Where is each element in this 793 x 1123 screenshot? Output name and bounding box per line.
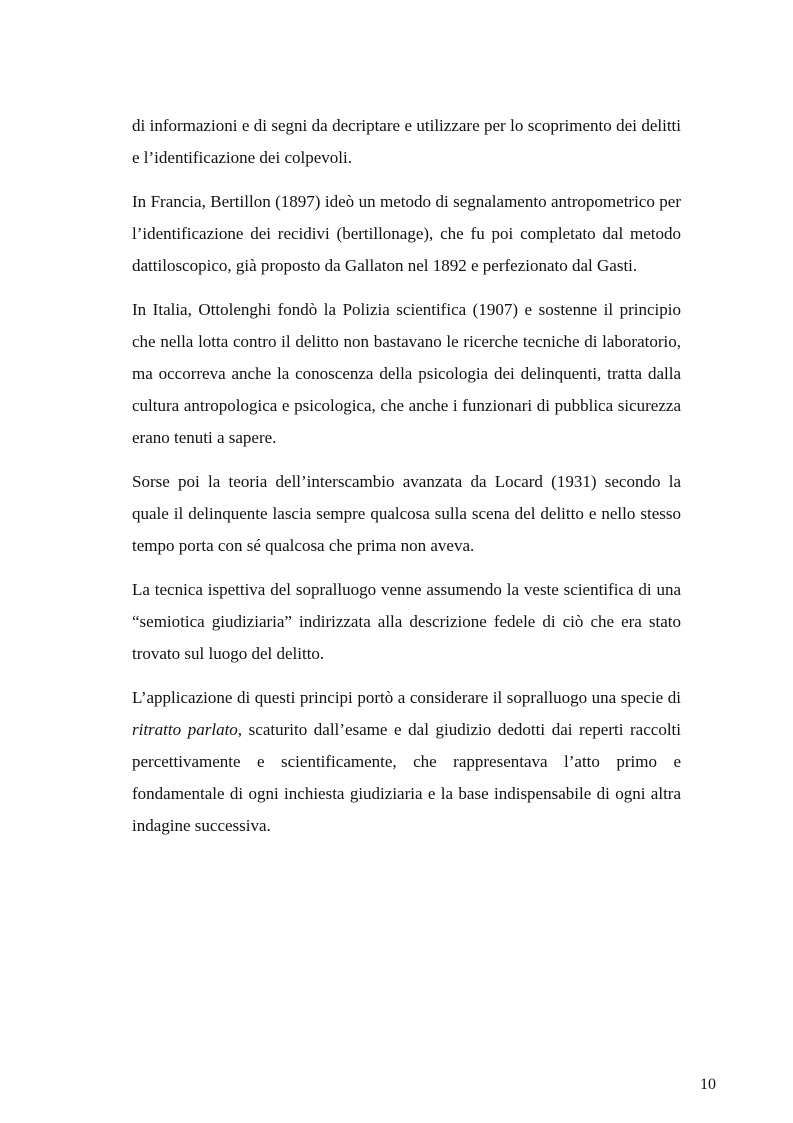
paragraph-2: In Francia, Bertillon (1897) ideò un metodo di segnalamento antropometrico per l’identificazione dei recidivi (bertillonage), che fu poi completato dal metodo dattiloscopico, già proposto da Gallaton nel 1892 e perfezionato dal Gasti. [132, 192, 681, 275]
paragraph-3: In Italia, Ottolenghi fondò la Polizia scientifica (1907) e sostenne il principio che nella lotta contro il delitto non bastavano le ricerche tecniche di laboratorio, ma occorreva anche la conoscenza della psicologia dei delinquenti, tratta dalla cultura antropologica e psicologica, che anche i funzionari di pubblica sicurezza erano tenuti a sapere. [132, 300, 681, 447]
paragraph-5: La tecnica ispettiva del sopralluogo venne assumendo la veste scientifica di una “semiotica giudiziaria” indirizzata alla descrizione fedele di ciò che era stato trovato sul luogo del delitto. [132, 580, 681, 663]
paragraph-6-text-before: L’applicazione di questi principi portò a considerare il sopralluogo una specie di [132, 688, 681, 707]
paragraph-6-italic-phrase: ritratto parlato [132, 720, 238, 739]
paragraph-1: di informazioni e di segni da decriptare e utilizzare per lo scoprimento dei delitti e l’identificazione dei colpevoli. [132, 116, 681, 167]
paragraph-6 [132, 682, 681, 842]
paragraph-6-text-after: , scaturito dall’esame e dal giudizio dedotti dai reperti raccolti percettivamente e scientificamente, che rappresentava l’atto primo e fondamentale di ogni inchiesta giudiziaria e la base indispensabile di ogni altra indagine successiva. [132, 720, 681, 835]
paragraph-4: Sorse poi la teoria dell’interscambio avanzata da Locard (1931) secondo la quale il delinquente lascia sempre qualcosa sulla scena del delitto e nello stesso tempo porta con sé qualcosa che prima non aveva. [132, 472, 681, 555]
page-number: 10 [700, 1076, 716, 1093]
body-text [132, 110, 681, 854]
